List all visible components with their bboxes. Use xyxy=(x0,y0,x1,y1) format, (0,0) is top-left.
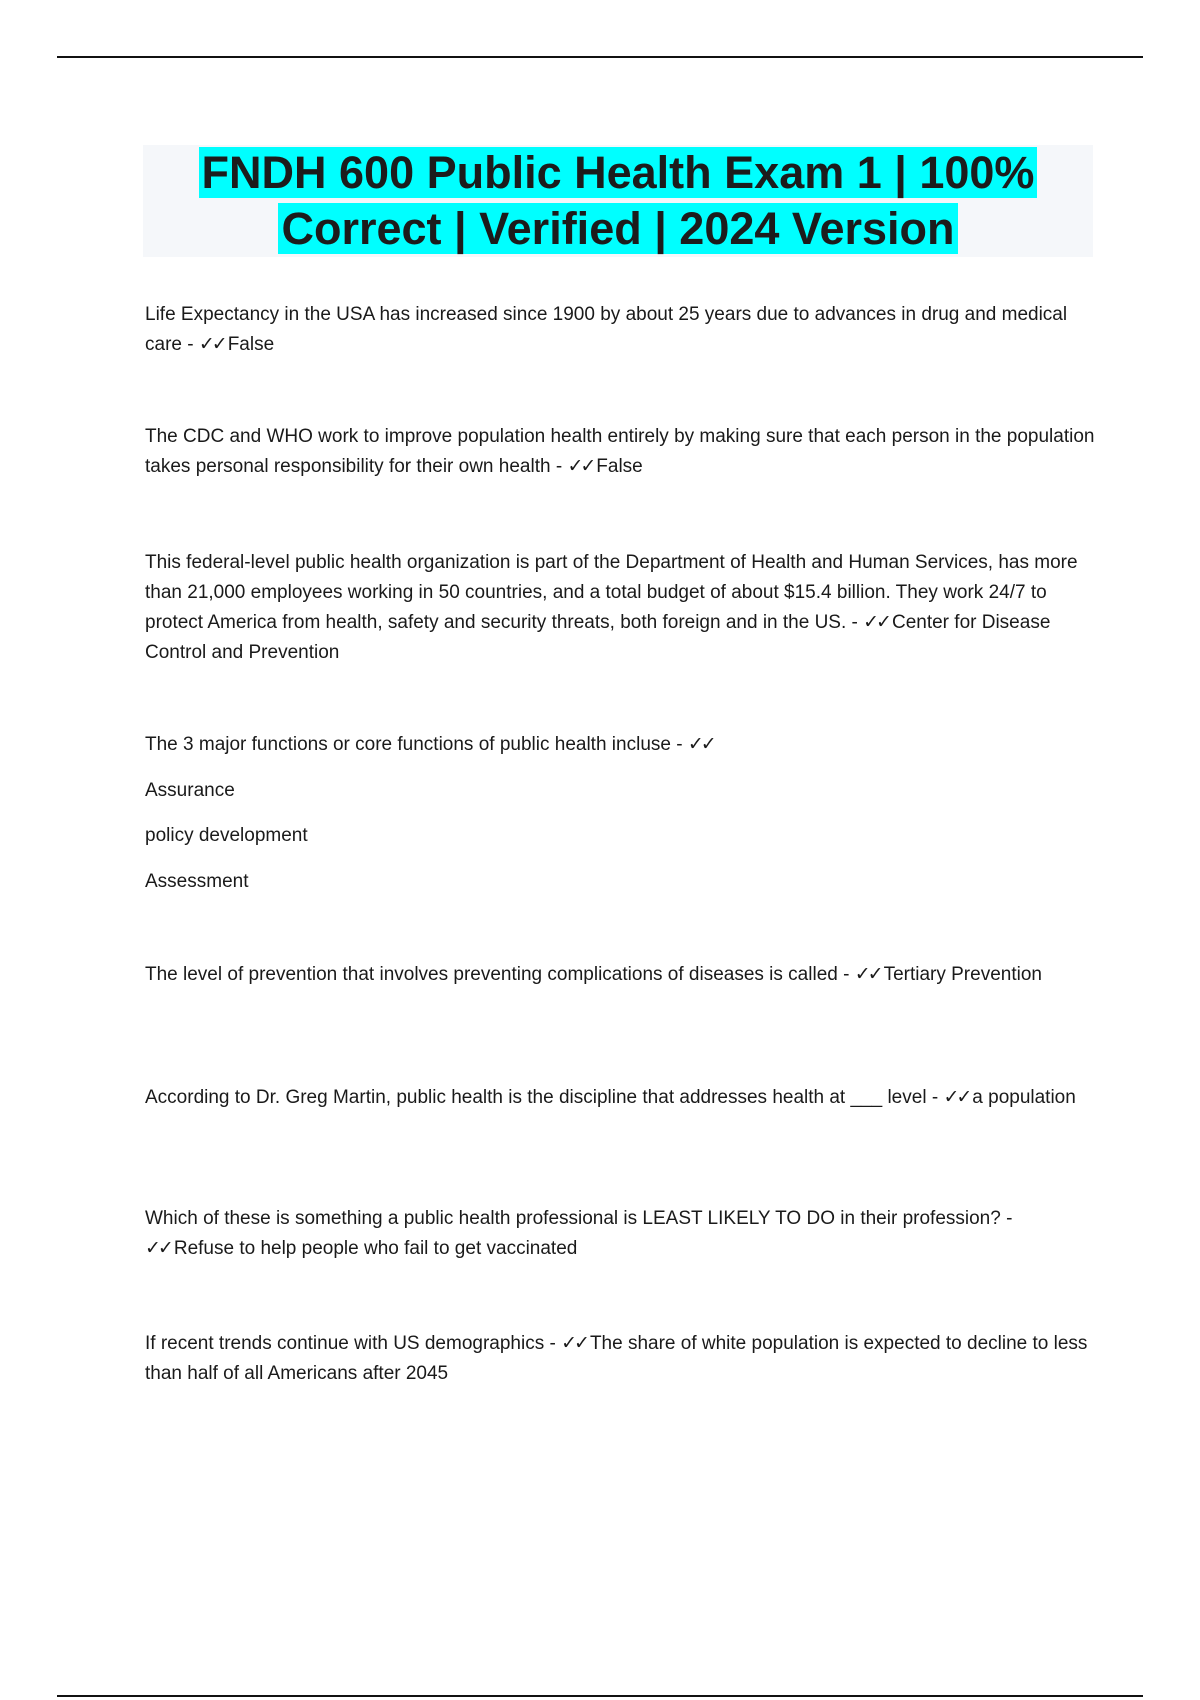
qa-item-6 xyxy=(145,1083,1095,1113)
qa-question: Life Expectancy in the USA has increased since 1900 by about 25 years due to advances in drug and medical care - xyxy=(145,304,1068,355)
title-line-2: Correct | Verified | 2024 Version xyxy=(278,203,957,254)
qa-item-2 xyxy=(145,422,1095,482)
double-check-icon: ✓✓ xyxy=(943,1087,970,1108)
double-check-icon: ✓✓ xyxy=(854,964,881,985)
qa-answer: Center for Disease Control and Prevention xyxy=(145,612,1051,663)
qa-answer: False xyxy=(596,456,643,477)
qa-item-3 xyxy=(145,548,1095,668)
qa-answer: a population xyxy=(972,1087,1076,1108)
bottom-rule xyxy=(57,1695,1143,1697)
double-check-icon: ✓✓ xyxy=(863,612,889,633)
qa-question: This federal-level public health organization is part of the Department of Health and Human Services, has more than 21,000 employees working in 50 countries, and a total budget of about $15.4 billion. They work 24/7 to protect America from health, safety and security threats, both foreign and in the US. - xyxy=(145,552,1078,633)
qa-item-5 xyxy=(145,960,1095,990)
qa-question: The level of prevention that involves preventing complications of diseases is called - xyxy=(145,964,855,985)
qa-answer: Tertiary Prevention xyxy=(883,964,1042,985)
qa-question: The CDC and WHO work to improve population health entirely by making sure that each person in the population takes personal responsibility for their own health - xyxy=(145,426,1095,477)
double-check-icon: ✓✓ xyxy=(145,1238,171,1259)
double-check-icon: ✓✓ xyxy=(567,456,594,477)
qa-item-7 xyxy=(145,1204,1095,1264)
qa-item-1 xyxy=(145,300,1095,360)
double-check-icon: ✓✓ xyxy=(561,1333,587,1354)
double-check-icon: ✓✓ xyxy=(687,734,714,755)
core-function-item: policy development xyxy=(145,825,308,846)
double-check-icon: ✓✓ xyxy=(198,334,225,355)
core-function-item: Assurance xyxy=(145,780,235,801)
qa-answer: The share of white population is expected to decline to less than half of all Americans after 2045 xyxy=(145,1333,1088,1384)
core-function-item: Assessment xyxy=(145,871,249,892)
qa-answer: False xyxy=(227,334,275,355)
qa-question: According to Dr. Greg Martin, public health is the discipline that addresses health at ___ level - xyxy=(145,1087,944,1108)
qa-question: Which of these is something a public health professional is LEAST LIKELY TO DO in their profession? - xyxy=(145,1208,1013,1229)
title-line-1: FNDH 600 Public Health Exam 1 | 100% xyxy=(199,147,1038,198)
top-rule xyxy=(57,56,1143,58)
document-title xyxy=(143,145,1093,257)
qa-answer: Refuse to help people who fail to get vaccinated xyxy=(173,1238,578,1259)
qa-item-8 xyxy=(145,1329,1095,1389)
qa-question: If recent trends continue with US demographics - xyxy=(145,1333,562,1354)
qa-item-4 xyxy=(145,730,1095,760)
qa-question: The 3 major functions or core functions of public health incluse - xyxy=(145,734,688,755)
